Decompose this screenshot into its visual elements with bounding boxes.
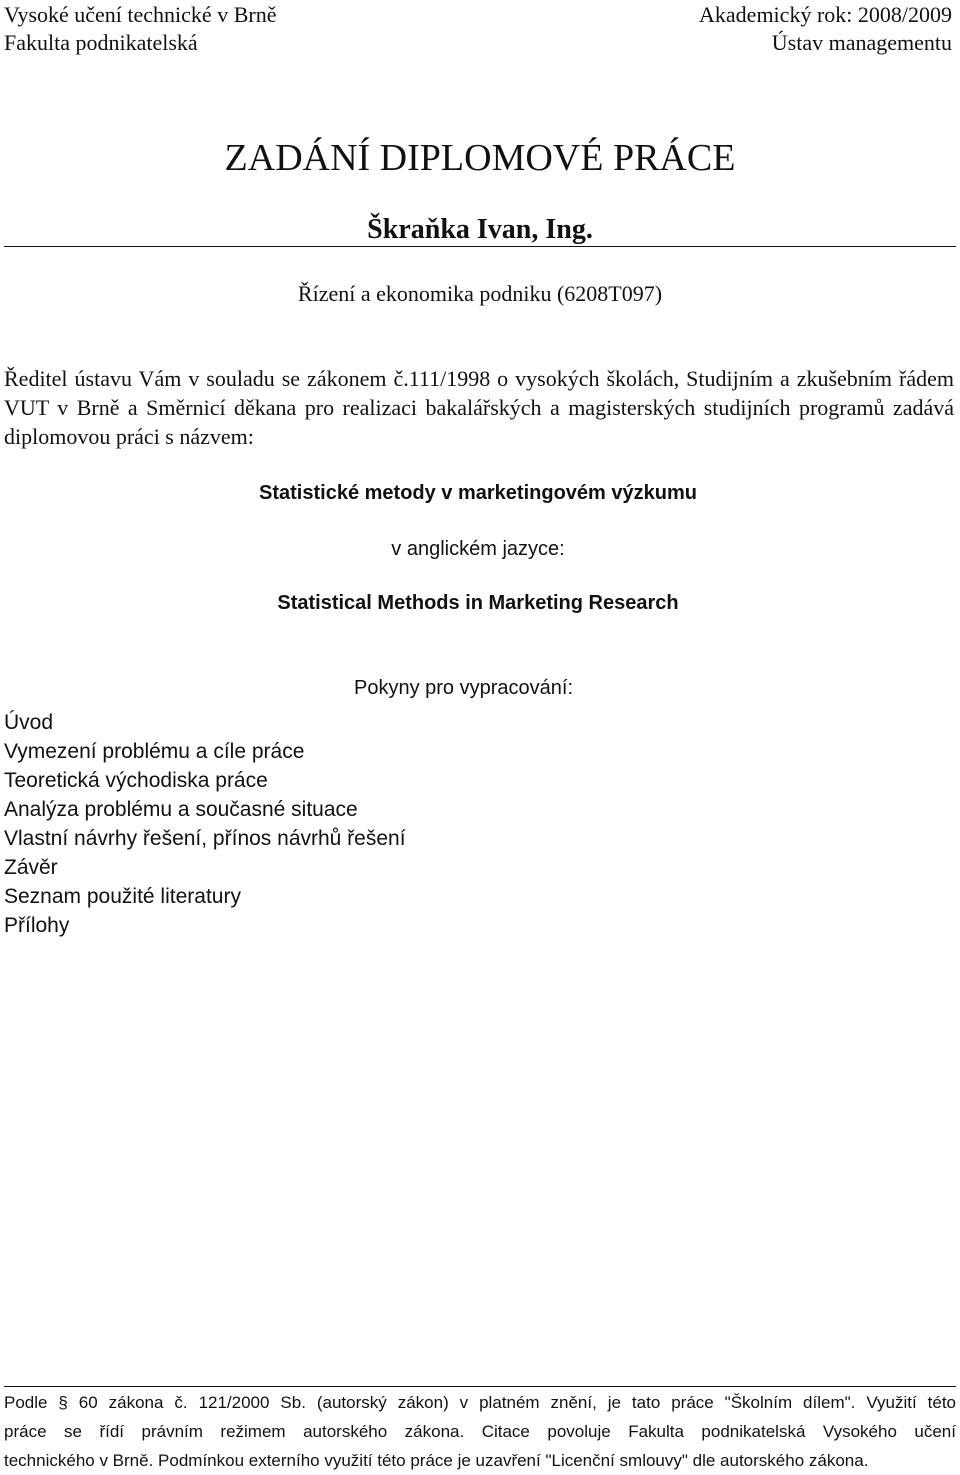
copyright-notice: [4, 1388, 956, 1475]
english-title-label: v anglickém jazyce:: [391, 538, 565, 560]
study-program: Řízení a ekonomika podniku (6208T097): [297, 281, 663, 306]
footer-divider: [4, 1386, 956, 1387]
copyright-line: technického v Brně. Podmínkou externího využití této práce je uzavření "Licenční smlouvy" dle autorského zákona.: [4, 1451, 869, 1470]
thesis-title-english: Statistical Methods in Marketing Research: [277, 592, 679, 614]
header-divider: [4, 246, 956, 247]
outline-item: Úvod: [4, 711, 54, 734]
department-name: Ústav managementu: [771, 30, 952, 55]
copyright-line: Podle § 60 zákona č. 121/2000 Sb. (autorský zákon) v platném znění, je tato práce "Školním dílem". Využití této: [4, 1393, 956, 1412]
thesis-title-czech: Statistické metody v marketingovém výzkumu: [259, 482, 697, 504]
thesis-outline: [4, 708, 406, 940]
outline-item: Vlastní návrhy řešení, přínos návrhů řešení: [4, 827, 406, 850]
instructions-heading: Pokyny pro vypracování:: [354, 677, 573, 699]
outline-item: Vymezení problému a cíle práce: [4, 740, 305, 763]
outline-item: Závěr: [4, 856, 58, 879]
document-title: ZADÁNÍ DIPLOMOVÉ PRÁCE: [224, 137, 736, 179]
assignment-intro: Ředitel ústavu Vám v souladu se zákonem č.111/1998 o vysokých školách, Studijním a zkušebním řádem VUT v Brně a Směrnicí děkana pro realizaci bakalářských a magisterských studijních programů zadává diplomovou práci s názvem:: [4, 366, 954, 449]
university-name: Vysoké učení technické v Brně: [4, 2, 277, 27]
copyright-line: práce se řídí právním režimem autorského zákona. Citace povoluje Fakulta podnikatelská Vysokého učení: [4, 1422, 956, 1441]
academic-year: Akademický rok: 2008/2009: [699, 2, 952, 27]
outline-item: Přílohy: [4, 914, 70, 937]
outline-item: Teoretická východiska práce: [4, 769, 268, 792]
student-name: Škraňka Ivan, Ing.: [367, 214, 593, 245]
outline-item: Analýza problému a současné situace: [4, 798, 358, 821]
faculty-name: Fakulta podnikatelská: [4, 30, 198, 55]
outline-item: Seznam použité literatury: [4, 885, 241, 908]
